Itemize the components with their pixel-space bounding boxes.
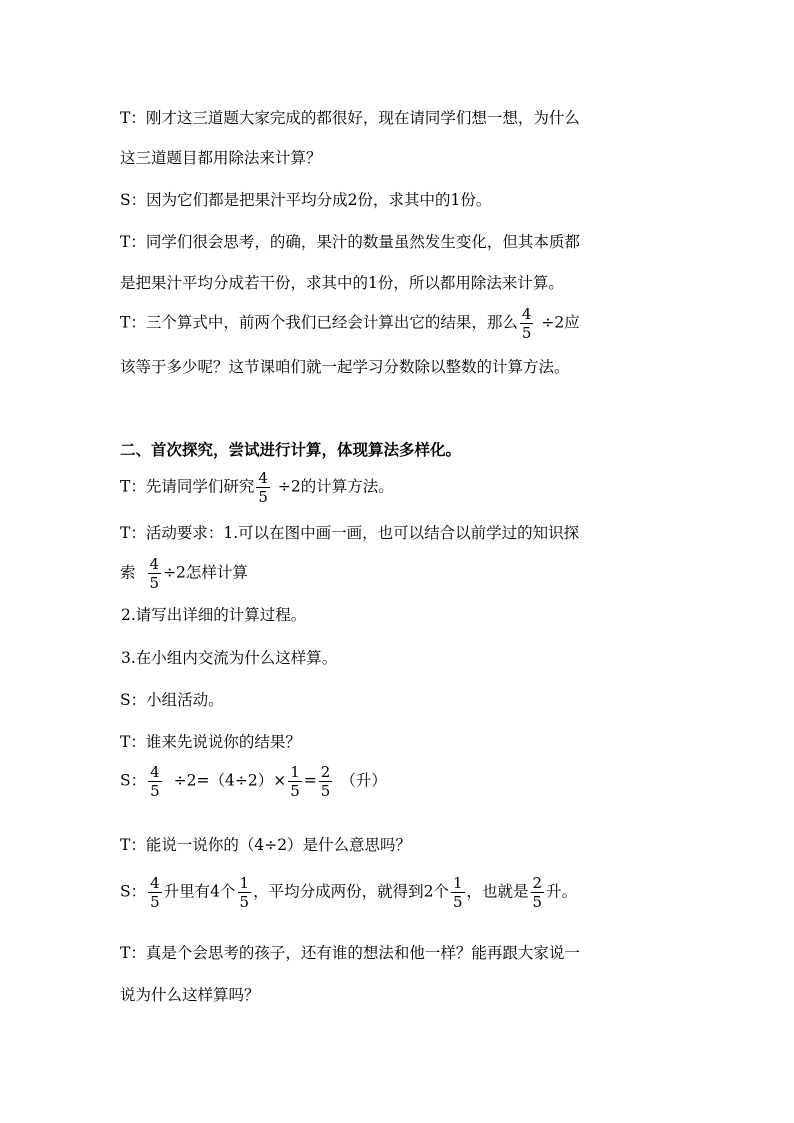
text-line: 这三道题目都用除法来计算？ [120,149,322,167]
fraction-numerator: 2 [532,874,543,892]
fraction-numerator: 4 [521,305,532,323]
text-line: 是把果汁平均分成若干份，求其中的1份，所以都用除法来计算。 [120,274,564,292]
text-segment: （升） [340,771,387,790]
text-line: S：小组活动。 [120,691,224,709]
text-line-with-fraction [120,306,580,341]
text-segment: = [303,771,317,790]
fraction-numerator: 4 [149,555,160,573]
fraction-numerator: 4 [150,763,160,781]
fraction-four-fifths [520,306,534,341]
text-segment: ，平均分成两份，就得到2个 [253,882,449,901]
fraction-denominator: 5 [320,782,331,800]
fraction-denominator: 5 [532,893,543,911]
text-line: T：谁来先说说你的结果？ [120,733,301,751]
fraction-numerator: 1 [452,874,463,892]
fraction-denominator: 5 [258,488,268,506]
fraction-denominator: 5 [521,324,532,342]
fraction-four-fifths [148,764,162,799]
fraction-four-fifths [148,875,162,910]
fraction-one-fifth [288,764,302,799]
text-segment: ，也就是 [466,882,529,901]
text-line: 2.请写出详细的计算过程。 [121,606,307,624]
text-segment: 索 [120,563,136,582]
fraction-numerator: 2 [320,763,331,781]
text-line: T：真是个会思考的孩子，还有谁的想法和他一样？能再跟大家说一 [120,944,580,962]
text-segment: ÷2应 [541,313,580,332]
fraction-numerator: 4 [150,874,160,892]
fraction-numerator: 1 [290,763,300,781]
section-heading: 二、首次探究，尝试进行计算，体现算法多样化。 [120,440,462,459]
explanation-line [120,875,577,910]
fraction-two-fifths [319,764,333,799]
fraction-denominator: 5 [239,893,250,911]
fraction-one-fifth [451,875,465,910]
text-segment: 升。 [546,882,578,901]
text-line: T：能说一说你的（4÷2）是什么意思吗？ [120,836,412,854]
text-line: T：刚才这三道题大家完成的都很好，现在请同学们想一想，为什么 [120,109,580,127]
text-line: 3.在小组内交流为什么这样算。 [121,649,338,667]
text-line: 该等于多少呢？这节课咱们就一起学习分数除以整数的计算方法。 [120,358,570,376]
text-line: S：因为它们都是把果汁平均分成2份，求其中的1份。 [120,191,492,209]
fraction-four-fifths [148,556,162,591]
text-line-with-fraction [120,470,394,505]
text-line: T：同学们很会思考，的确，果汁的数量虽然发生变化，但其本质都 [120,233,580,251]
text-line: T：活动要求：1.可以在图中画一画，也可以结合以前学过的知识探 [120,524,580,542]
text-segment: ÷2怎样计算 [163,563,248,582]
text-segment: 升里有4个 [163,882,236,901]
fraction-four-fifths [256,470,270,505]
text-line: 说为什么这样算吗？ [120,986,260,1004]
text-segment: ÷2=（4÷2）× [173,771,287,790]
fraction-denominator: 5 [290,782,300,800]
fraction-numerator: 4 [258,469,268,487]
text-segment: T：三个算式中，前两个我们已经会计算出它的结果，那么 [120,313,518,332]
fraction-denominator: 5 [149,574,160,592]
text-segment: S： [120,771,147,790]
text-segment: ÷2的计算方法。 [277,477,394,496]
equation-line [120,764,387,799]
fraction-two-fifths [531,875,545,910]
fraction-denominator: 5 [452,893,463,911]
text-line-with-fraction [120,556,248,591]
text-segment: S： [120,882,147,901]
text-segment: T：先请同学们研究 [120,477,255,496]
fraction-one-fifth [238,875,252,910]
fraction-denominator: 5 [150,782,160,800]
fraction-numerator: 1 [239,874,250,892]
fraction-denominator: 5 [150,893,160,911]
